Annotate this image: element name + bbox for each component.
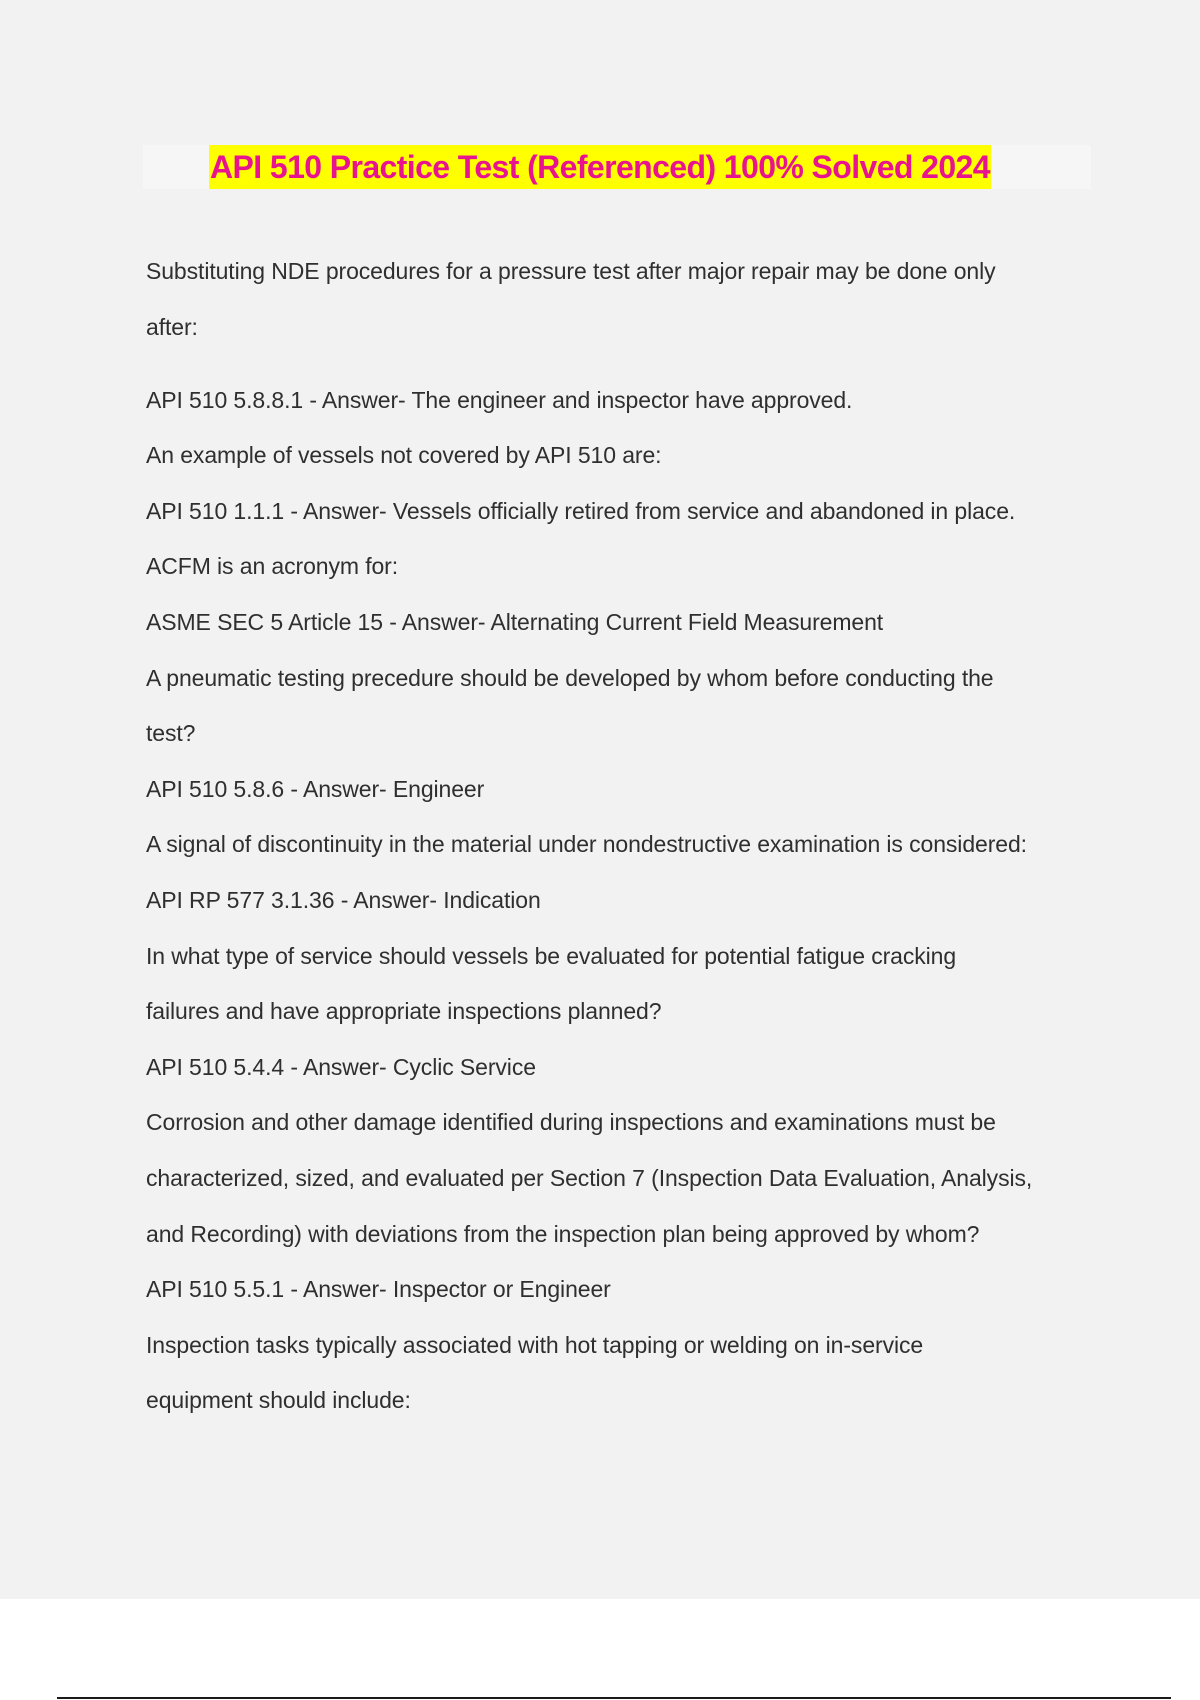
text-line: failures and have appropriate inspections planned? — [146, 998, 662, 1024]
title-container — [0, 145, 1200, 189]
text-line: equipment should include: — [146, 1387, 411, 1413]
text-line: API 510 1.1.1 - Answer- Vessels officially retired from service and abandoned in place. — [146, 498, 1016, 524]
text-line: A signal of discontinuity in the material under nondestructive examination is considered: — [146, 831, 1027, 857]
text-line: API 510 5.5.1 - Answer- Inspector or Engineer — [146, 1276, 611, 1302]
text-line: ASME SEC 5 Article 15 - Answer- Alternating Current Field Measurement — [146, 609, 884, 635]
text-line: Corrosion and other damage identified during inspections and examinations must be — [146, 1109, 996, 1135]
text-line: Inspection tasks typically associated with hot tapping or welding on in-service — [146, 1332, 924, 1358]
text-line: In what type of service should vessels be evaluated for potential fatigue cracking — [146, 943, 957, 969]
text-line: Substituting NDE procedures for a pressure test after major repair may be done only — [146, 258, 996, 284]
text-line: characterized, sized, and evaluated per Section 7 (Inspection Data Evaluation, Analysis, — [146, 1165, 1033, 1191]
footer-rule — [57, 1697, 1171, 1699]
text-line: API 510 5.8.8.1 - Answer- The engineer and inspector have approved. — [146, 387, 853, 413]
text-line: API 510 5.4.4 - Answer- Cyclic Service — [146, 1054, 536, 1080]
document-title: API 510 Practice Test (Referenced) 100% Solved 2024 — [209, 145, 991, 189]
text-line: and Recording) with deviations from the inspection plan being approved by whom? — [146, 1221, 980, 1247]
text-line: API RP 577 3.1.36 - Answer- Indication — [146, 887, 541, 913]
text-line: ACFM is an acronym for: — [146, 553, 399, 579]
text-line: An example of vessels not covered by API 510 are: — [146, 442, 662, 468]
text-line: test? — [146, 720, 196, 746]
text-line: API 510 5.8.6 - Answer- Engineer — [146, 776, 485, 802]
text-line: A pneumatic testing precedure should be developed by whom before conducting the — [146, 665, 994, 691]
text-line: after: — [146, 314, 198, 340]
